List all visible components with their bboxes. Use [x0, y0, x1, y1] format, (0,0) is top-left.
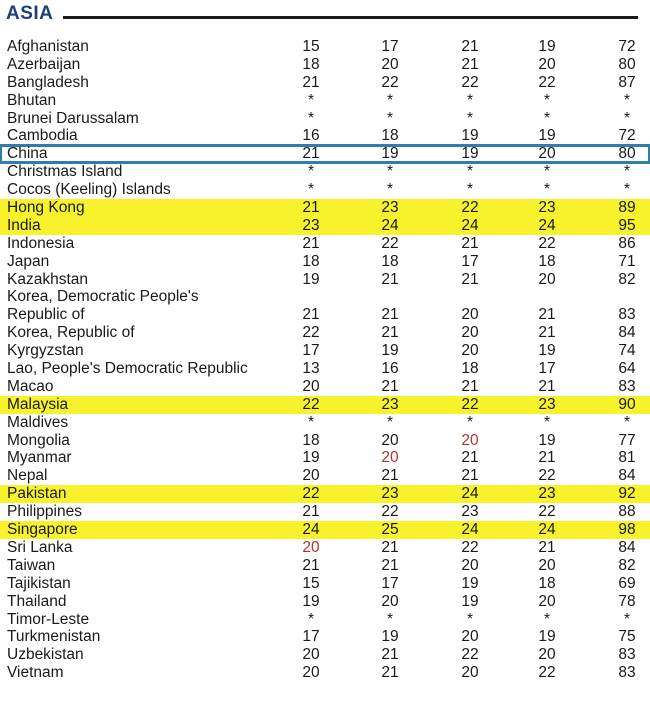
score-cell: 21	[302, 234, 320, 252]
score-cell: 22	[381, 73, 399, 91]
score-cell: 23	[381, 199, 399, 217]
country-name: Cambodia	[7, 127, 78, 145]
score-cell: 18	[381, 252, 399, 270]
score-cell: 16	[381, 360, 399, 378]
table-row	[0, 56, 650, 74]
score-cell: 20	[461, 556, 479, 574]
score-cell: 80	[618, 145, 636, 163]
country-name: Korea, Republic of	[7, 324, 135, 342]
score-cell: *	[623, 163, 631, 181]
score-cell: 21	[302, 73, 320, 91]
score-cell: 81	[618, 449, 636, 467]
table-row	[0, 378, 650, 396]
score-cell: 22	[538, 467, 556, 485]
table-row	[0, 271, 650, 289]
country-name: Singapore	[7, 521, 78, 539]
country-name: Macao	[7, 377, 54, 395]
score-cell: 21	[461, 55, 479, 73]
header-rule	[63, 16, 638, 19]
score-cell: 21	[461, 377, 479, 395]
score-cell: *	[466, 610, 474, 628]
country-name: Pakistan	[7, 485, 67, 503]
score-cell: 18	[302, 431, 320, 449]
score-cell: 17	[302, 628, 320, 646]
score-cell: 20	[538, 556, 556, 574]
score-cell: 21	[302, 556, 320, 574]
score-cell: 21	[538, 449, 556, 467]
score-cell: 17	[538, 360, 556, 378]
score-cell: *	[386, 610, 394, 628]
score-cell: 22	[302, 324, 320, 342]
score-cell: *	[386, 109, 394, 127]
score-cell: 21	[461, 467, 479, 485]
score-cell: 21	[538, 538, 556, 556]
score-cell: 21	[538, 377, 556, 395]
score-cell: 23	[381, 485, 399, 503]
score-cell: *	[307, 181, 315, 199]
table-row	[0, 432, 650, 450]
country-name: Indonesia	[7, 234, 75, 252]
score-cell: *	[466, 91, 474, 109]
country-name: Nepal	[7, 467, 48, 485]
table-row	[0, 163, 650, 181]
table-row	[0, 199, 650, 217]
score-cell: 87	[618, 73, 636, 91]
score-cell: 77	[618, 431, 636, 449]
table-row	[0, 145, 650, 163]
score-cell: 19	[538, 431, 556, 449]
section-header	[6, 4, 638, 24]
score-cell: 19	[461, 145, 479, 163]
score-cell: 20	[302, 664, 320, 682]
table-row	[0, 360, 650, 378]
country-name: Philippines	[7, 503, 82, 521]
score-cell: 21	[381, 556, 399, 574]
score-cell: 89	[618, 199, 636, 217]
score-cell: 19	[381, 145, 399, 163]
score-cell: *	[623, 91, 631, 109]
country-name: Kyrgyzstan	[7, 342, 84, 360]
country-name: India	[7, 216, 41, 234]
score-cell: 17	[381, 574, 399, 592]
score-cell: 86	[618, 234, 636, 252]
country-name: China	[7, 145, 48, 163]
score-cell: *	[623, 413, 631, 431]
table-row	[0, 414, 650, 432]
score-cell: *	[466, 181, 474, 199]
score-cell: 22	[461, 646, 479, 664]
score-cell: 18	[538, 574, 556, 592]
score-cell: 83	[618, 377, 636, 395]
score-cell: 22	[461, 199, 479, 217]
score-cell: 20	[461, 306, 479, 324]
score-cell: 22	[302, 485, 320, 503]
score-cell: *	[623, 181, 631, 199]
table-row	[0, 467, 650, 485]
score-cell: 23	[302, 216, 320, 234]
score-cell: 21	[538, 306, 556, 324]
score-cell: 82	[618, 556, 636, 574]
score-cell: 19	[461, 574, 479, 592]
score-cell: *	[543, 610, 551, 628]
score-cell: 20	[538, 646, 556, 664]
score-cell: 13	[302, 360, 320, 378]
country-name: Mongolia	[7, 431, 70, 449]
score-cell: *	[466, 163, 474, 181]
score-cell: 24	[302, 521, 320, 539]
table-row	[0, 521, 650, 539]
score-cell: 15	[302, 574, 320, 592]
score-cell: 72	[618, 127, 636, 145]
score-cell: 19	[538, 628, 556, 646]
score-cell: 98	[618, 521, 636, 539]
country-name: Sri Lanka	[7, 538, 73, 556]
score-cell: *	[466, 413, 474, 431]
score-cell: 21	[461, 38, 479, 55]
score-cell: 24	[461, 216, 479, 234]
country-name: Azerbaijan	[7, 55, 81, 73]
score-cell: 22	[381, 503, 399, 521]
score-cell: 15	[302, 38, 320, 55]
country-name: Turkmenistan	[7, 628, 101, 646]
table-row	[0, 253, 650, 271]
score-cell: 16	[302, 127, 320, 145]
score-cell: 22	[461, 395, 479, 413]
score-cell: 23	[381, 395, 399, 413]
country-name: Uzbekistan	[7, 646, 84, 664]
table-row	[0, 628, 650, 646]
table-row	[0, 74, 650, 92]
country-name: Vietnam	[7, 664, 64, 682]
score-cell: 22	[381, 234, 399, 252]
score-cell: 21	[381, 377, 399, 395]
score-cell: 20	[538, 145, 556, 163]
score-cell: *	[386, 181, 394, 199]
score-cell: 83	[618, 664, 636, 682]
table-row	[0, 127, 650, 145]
country-name: Hong Kong	[7, 199, 85, 217]
table-row	[0, 575, 650, 593]
score-cell: 69	[618, 574, 636, 592]
score-cell: 84	[618, 467, 636, 485]
score-cell: 20	[302, 646, 320, 664]
table-row	[0, 217, 650, 235]
score-cell: 22	[302, 395, 320, 413]
score-cell: *	[386, 413, 394, 431]
score-cell: 18	[302, 55, 320, 73]
country-name: Republic of	[7, 306, 85, 324]
country-name: Kazakhstan	[7, 270, 88, 288]
country-name: Timor-Leste	[7, 610, 90, 628]
score-cell: 20	[302, 377, 320, 395]
score-cell: 21	[381, 538, 399, 556]
score-cell: 20	[381, 55, 399, 73]
table-row	[0, 449, 650, 467]
score-cell: 24	[538, 521, 556, 539]
table-row	[0, 503, 650, 521]
score-cell: 18	[538, 252, 556, 270]
score-cell: 20	[538, 55, 556, 73]
country-name: Maldives	[7, 413, 69, 431]
table-row	[0, 288, 650, 306]
score-cell: 92	[618, 485, 636, 503]
score-cell: *	[623, 610, 631, 628]
table-row	[0, 593, 650, 611]
table-row	[0, 92, 650, 110]
score-cell: 21	[381, 324, 399, 342]
table-row	[0, 646, 650, 664]
score-cell: 22	[538, 503, 556, 521]
score-cell: 20	[381, 449, 399, 467]
score-cell: *	[307, 109, 315, 127]
score-cell: 83	[618, 646, 636, 664]
score-cell: 21	[461, 449, 479, 467]
score-cell: 19	[381, 628, 399, 646]
score-cell: 90	[618, 395, 636, 413]
table-row	[0, 396, 650, 414]
score-cell: 88	[618, 503, 636, 521]
score-cell: 84	[618, 538, 636, 556]
table-row	[0, 342, 650, 360]
score-cell: 19	[538, 342, 556, 360]
score-cell: 21	[302, 503, 320, 521]
score-cell: 95	[618, 216, 636, 234]
score-cell: 74	[618, 342, 636, 360]
table-row	[0, 539, 650, 557]
score-cell: 22	[538, 664, 556, 682]
score-cell: 21	[381, 270, 399, 288]
score-cell: 17	[302, 342, 320, 360]
score-cell: 19	[538, 38, 556, 55]
score-cell: 19	[538, 127, 556, 145]
country-name: Korea, Democratic People's	[7, 288, 199, 306]
score-cell: 24	[461, 521, 479, 539]
score-cell: 21	[538, 324, 556, 342]
country-name: Lao, People's Democratic Republic	[7, 360, 248, 378]
country-name: Bangladesh	[7, 73, 89, 91]
country-name: Japan	[7, 252, 50, 270]
score-cell: *	[307, 413, 315, 431]
country-name: Thailand	[7, 592, 67, 610]
score-cell: 72	[618, 38, 636, 55]
table-row	[0, 38, 650, 56]
table-row	[0, 324, 650, 342]
score-cell: 24	[381, 216, 399, 234]
table-row	[0, 110, 650, 128]
country-name: Christmas Island	[7, 163, 123, 181]
score-cell: 21	[381, 306, 399, 324]
score-cell: 19	[302, 270, 320, 288]
score-cell: *	[466, 109, 474, 127]
score-cell: *	[307, 163, 315, 181]
score-cell: 17	[461, 252, 479, 270]
score-cell: 22	[461, 538, 479, 556]
score-cell: 21	[461, 234, 479, 252]
table-row	[0, 557, 650, 575]
country-name: Afghanistan	[7, 38, 89, 55]
table-row	[0, 611, 650, 629]
score-cell: 20	[461, 431, 479, 449]
score-cell: 23	[538, 485, 556, 503]
score-cell: 20	[381, 592, 399, 610]
score-cell: 22	[538, 73, 556, 91]
score-cell: *	[543, 91, 551, 109]
country-name: Malaysia	[7, 395, 69, 413]
score-cell: *	[623, 109, 631, 127]
score-cell: *	[543, 109, 551, 127]
table-row	[0, 181, 650, 199]
score-cell: 20	[461, 664, 479, 682]
score-cell: 75	[618, 628, 636, 646]
score-cell: 20	[302, 467, 320, 485]
score-cell: 18	[381, 127, 399, 145]
country-name: Tajikistan	[7, 574, 71, 592]
score-cell: 80	[618, 55, 636, 73]
score-cell: 23	[461, 503, 479, 521]
country-name: Myanmar	[7, 449, 72, 467]
table-row	[0, 664, 650, 682]
score-cell: *	[307, 610, 315, 628]
score-cell: 19	[302, 449, 320, 467]
score-cell: 20	[538, 592, 556, 610]
score-cell: 78	[618, 592, 636, 610]
score-cell: 21	[302, 199, 320, 217]
score-cell: 19	[461, 127, 479, 145]
score-cell: *	[386, 163, 394, 181]
score-cell: 84	[618, 324, 636, 342]
score-cell: 18	[302, 252, 320, 270]
score-cell: 21	[381, 467, 399, 485]
score-cell: 17	[381, 38, 399, 55]
country-name: Bhutan	[7, 91, 57, 109]
score-cell: 64	[618, 360, 636, 378]
score-cell: 18	[461, 360, 479, 378]
score-cell: 19	[461, 592, 479, 610]
score-cell: *	[307, 91, 315, 109]
score-cell: 23	[538, 395, 556, 413]
score-cell: *	[386, 91, 394, 109]
score-cell: 21	[381, 646, 399, 664]
score-cell: 71	[618, 252, 636, 270]
score-cell: 83	[618, 306, 636, 324]
score-cell: 21	[302, 306, 320, 324]
country-name: Taiwan	[7, 556, 56, 574]
score-cell: 82	[618, 270, 636, 288]
table-row	[0, 485, 650, 503]
score-cell: 21	[461, 270, 479, 288]
score-cell: 20	[538, 270, 556, 288]
score-cell: 21	[302, 145, 320, 163]
score-cell: 22	[461, 73, 479, 91]
country-name: Cocos (Keeling) Islands	[7, 181, 171, 199]
score-cell: 19	[302, 592, 320, 610]
score-cell: 24	[538, 216, 556, 234]
score-cell: 20	[461, 324, 479, 342]
score-cell: 20	[461, 342, 479, 360]
score-cell: 23	[538, 199, 556, 217]
score-cell: 21	[381, 664, 399, 682]
country-name: Brunei Darussalam	[7, 109, 139, 127]
section-title: ASIA	[6, 3, 54, 24]
score-cell: 19	[381, 342, 399, 360]
score-cell: 20	[461, 628, 479, 646]
score-cell: 25	[381, 521, 399, 539]
table-row	[0, 235, 650, 253]
score-cell: 20	[302, 538, 320, 556]
score-cell: *	[543, 413, 551, 431]
table-row	[0, 306, 650, 324]
score-table	[0, 38, 650, 682]
score-cell: *	[543, 163, 551, 181]
score-cell: 22	[538, 234, 556, 252]
score-cell: 24	[461, 485, 479, 503]
score-cell: *	[543, 181, 551, 199]
score-cell: 20	[381, 431, 399, 449]
